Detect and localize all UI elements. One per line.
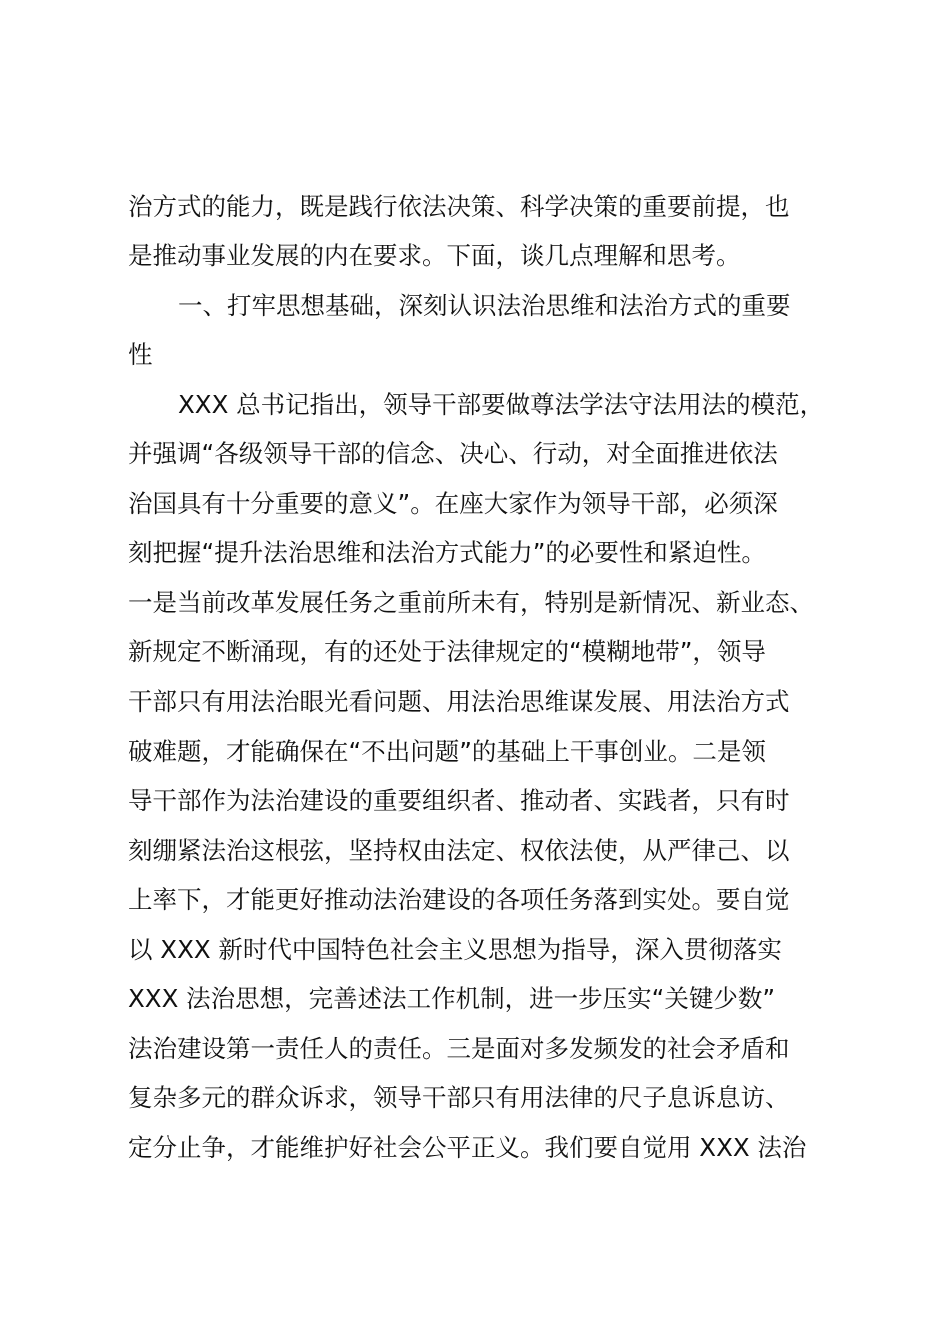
text-line: 并强调“各级领导干部的信念、决心、行动，对全面推进依法 <box>128 439 778 468</box>
text-line: 以 XXX 新时代中国特色社会主义思想为指导，深入贯彻落实 <box>128 935 782 964</box>
text-line: 治国具有十分重要的意义”。在座大家作为领导干部，必须深 <box>128 489 778 518</box>
text-line: 新规定不断涌现，有的还处于法律规定的“模糊地带”，领导 <box>128 637 766 666</box>
text-line: 是推动事业发展的内在要求。下面，谈几点理解和思考。 <box>128 241 741 270</box>
text-line: 治方式的能力，既是践行依法决策、科学决策的重要前提，也 <box>128 192 790 221</box>
text-line: 刻绷紧法治这根弦，坚持权由法定、权依法使，从严律己、以 <box>128 836 790 865</box>
section-heading: 一、打牢思想基础，深刻认识法治思维和法治方式的重要 <box>178 291 791 320</box>
text-line: 上率下，才能更好推动法治建设的各项任务落到实处。要自觉 <box>128 885 790 914</box>
text-line: 导干部作为法治建设的重要组织者、推动者、实践者，只有时 <box>128 786 790 815</box>
text-line: 刻把握“提升法治思维和法治方式能力”的必要性和紧迫性。 <box>128 538 766 567</box>
text-line: 一是当前改革发展任务之重前所未有，特别是新情况、新业态、 <box>128 588 814 617</box>
text-line: 干部只有用法治眼光看问题、用法治思维谋发展、用法治方式 <box>128 687 790 716</box>
text-line: 法治建设第一责任人的责任。三是面对多发频发的社会矛盾和 <box>128 1034 790 1063</box>
text-line: 定分止争，才能维护好社会公平正义。我们要自觉用 XXX 法治 <box>128 1133 807 1162</box>
section-heading-continued: 性 <box>128 340 153 369</box>
text-line: XXX 法治思想，完善述法工作机制，进一步压实“关键少数” <box>128 984 776 1013</box>
text-line: 破难题，才能确保在“不出问题”的基础上干事创业。二是领 <box>128 737 766 766</box>
text-line: XXX 总书记指出，领导干部要做尊法学法守法用法的模范， <box>178 390 825 419</box>
text-line: 复杂多元的群众诉求，领导干部只有用法律的尺子息诉息访、 <box>128 1083 790 1112</box>
